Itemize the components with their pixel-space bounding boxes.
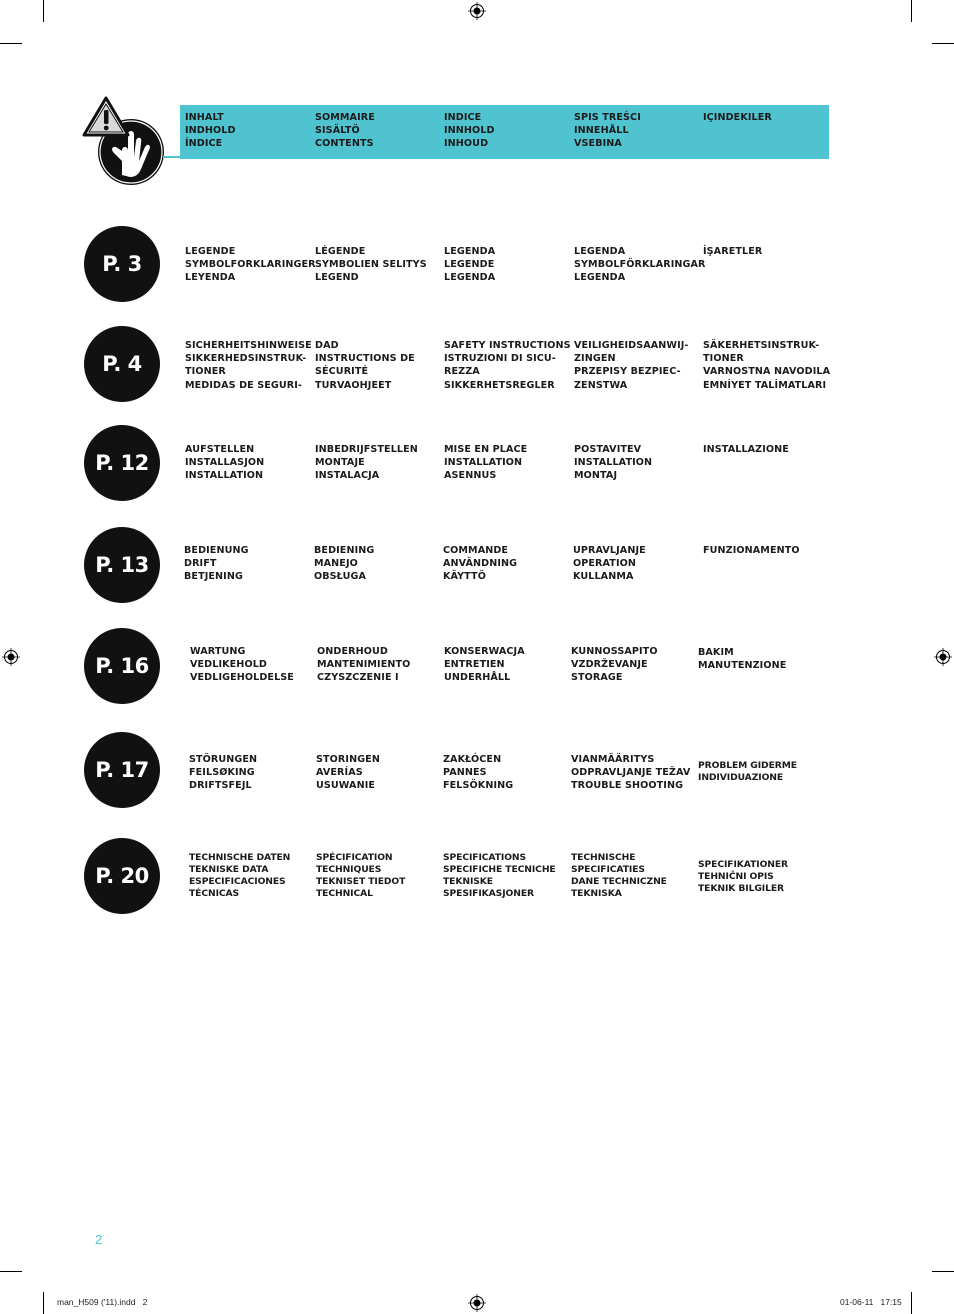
toc-column: [185, 245, 316, 285]
toc-column: [316, 852, 405, 900]
toc-column: [443, 852, 556, 900]
toc-column: [574, 443, 652, 483]
toc-column: [443, 753, 513, 793]
toc-entry: TURVAOHJEET: [315, 379, 392, 391]
toc-entry: LEGENDA: [444, 246, 496, 257]
toc-column: [184, 544, 249, 584]
header-column: [574, 111, 641, 151]
toc-entry: KUNNOSSAPITO: [571, 646, 658, 657]
toc-entry: BEDIENING: [314, 545, 375, 556]
warning-hand-icon: [82, 95, 168, 189]
toc-entry: TEKNIK BILGILER: [698, 883, 785, 894]
toc-entry: UNDERHÅLL: [444, 672, 511, 684]
toc-entry: STÖRUNGEN: [189, 754, 258, 765]
crop-mark: [43, 1292, 44, 1314]
page-badge-label: P. 13: [95, 553, 149, 577]
toc-entry: VIANMÄÄRITYS: [571, 754, 655, 765]
toc-entry: TECHNISCHE: [571, 852, 636, 863]
toc-entry: VARNOSTNA NAVODILA: [703, 366, 831, 378]
toc-entry: LEGENDA: [574, 272, 626, 284]
toc-column: [571, 645, 658, 685]
toc-entry: TEKNISKA: [571, 888, 622, 899]
header-column: [703, 111, 772, 124]
heading-label: ÍNDICE: [185, 138, 223, 150]
registration-mark-icon: [2, 648, 20, 666]
toc-entry: SÄKERHETSINSTRUK-: [703, 340, 820, 351]
toc-entry: LÉGENDE: [315, 246, 366, 257]
page-badge[interactable]: [84, 628, 160, 704]
toc-entry: LEGEND: [315, 272, 359, 284]
page-badge-label: P. 20: [95, 864, 149, 888]
toc-entry: OPERATION: [573, 558, 637, 570]
toc-entry: MEDIDAS DE SEGURI-: [185, 379, 302, 391]
toc-column: [571, 852, 667, 900]
toc-column: [444, 443, 527, 483]
toc-entry: STORAGE: [571, 672, 623, 684]
toc-column: [574, 339, 689, 392]
page-badge[interactable]: [84, 527, 160, 603]
toc-column: [189, 852, 290, 900]
toc-entry: EMNİYET TALİMATLARI: [703, 379, 827, 391]
toc-entry: DAD: [315, 340, 339, 351]
toc-column: [314, 544, 374, 584]
toc-entry: INSTALLATION: [185, 470, 264, 482]
heading-label: INHOUD: [444, 138, 489, 150]
header-column: [444, 111, 495, 151]
toc-entry: ANVÄNDNING: [443, 558, 518, 570]
toc-entry: TIONER: [185, 366, 226, 378]
toc-entry: TÉCNICAS: [189, 888, 240, 899]
toc-entry: KÄYTTÖ: [443, 571, 486, 583]
page-badge-label: P. 16: [95, 654, 149, 678]
toc-entry: LEYENDA: [185, 272, 236, 284]
toc-entry: ESPECIFICACIONES: [189, 876, 286, 887]
toc-entry: MANEJO: [314, 558, 358, 570]
toc-column: [315, 245, 427, 285]
toc-entry: POSTAVITEV: [574, 444, 642, 455]
header-column: [185, 111, 236, 151]
toc-entry: SÉCURITÉ: [315, 366, 369, 378]
crop-mark: [0, 1271, 22, 1272]
crop-mark: [932, 43, 954, 44]
toc-entry: TEKNISET TIEDOT: [316, 876, 406, 887]
toc-entry: INSTALLAZIONE: [703, 444, 789, 455]
toc-entry: ONDERHOUD: [317, 646, 388, 657]
page-badge[interactable]: [84, 226, 160, 302]
page-badge[interactable]: [84, 838, 160, 914]
toc-entry: INSTALLATION: [444, 457, 523, 469]
toc-entry: VEILIGHEIDSAANWIJ-: [574, 340, 689, 351]
toc-column: [573, 544, 646, 584]
toc-entry: TEKNISKE DATA: [189, 864, 269, 875]
toc-entry: BETJENING: [184, 571, 243, 583]
crop-mark: [932, 1271, 954, 1272]
page-badge-label: P. 12: [95, 451, 149, 475]
crop-mark: [0, 43, 22, 44]
toc-entry: STORINGEN: [316, 754, 380, 765]
toc-entry: COMMANDE: [443, 545, 509, 556]
toc-entry: SPECIFIKATIONER: [698, 859, 789, 870]
toc-entry: SIKKERHETSREGLER: [444, 379, 555, 391]
toc-column: [315, 339, 415, 392]
toc-entry: INSTALLATION: [574, 457, 653, 469]
page-badge-label: P. 4: [102, 352, 142, 376]
toc-entry: PANNES: [443, 767, 487, 779]
crop-mark: [911, 1292, 912, 1314]
toc-column: [316, 753, 380, 793]
page-number: 2: [95, 1232, 103, 1247]
toc-entry: ISTRUZIONI DI SICU-: [444, 353, 556, 365]
toc-entry: CZYSZCZENIE I: [317, 672, 399, 684]
toc-column: [698, 760, 797, 784]
toc-entry: ODPRAVLJANJE TEŽAV: [571, 767, 691, 779]
toc-entry: TROUBLE SHOOTING: [571, 780, 684, 792]
toc-entry: INBEDRIJFSTELLEN: [315, 444, 418, 455]
toc-entry: LEGENDA: [444, 272, 496, 284]
toc-entry: SPESIFIKASJONER: [443, 888, 534, 899]
toc-entry: MANTENIMIENTO: [317, 659, 411, 671]
heading-label: INHALT: [185, 112, 224, 123]
toc-entry: DRIFTSFEJL: [189, 780, 252, 792]
heading-label: INNHOLD: [444, 125, 495, 137]
toc-entry: SYMBOLFORKLARINGER: [185, 259, 316, 271]
toc-entry: ZENSTWA: [574, 379, 628, 391]
toc-entry: WARTUNG: [190, 646, 246, 657]
toc-entry: İŞARETLER: [703, 246, 763, 257]
page-badge[interactable]: [84, 732, 160, 808]
heading-label: INNEHÅLL: [574, 125, 629, 137]
toc-entry: ENTRETIEN: [444, 659, 505, 671]
toc-entry: SICHERHEITSHINWEISE: [185, 340, 312, 351]
toc-entry: TIONER: [703, 353, 744, 365]
toc-entry: INDIVIDUAZIONE: [698, 772, 784, 783]
toc-entry: TECHNISCHE DATEN: [189, 852, 291, 863]
toc-entry: ZAKŁÓCEN: [443, 754, 502, 765]
header-accent-line: [163, 156, 181, 158]
page-badge[interactable]: [84, 326, 160, 402]
toc-entry: KULLANMA: [573, 571, 634, 583]
heading-label: SPIS TREŚCI: [574, 112, 641, 123]
toc-entry: AUFSTELLEN: [185, 444, 255, 455]
toc-entry: SYMBOLFÖRKLARINGAR: [574, 259, 706, 271]
page-badge[interactable]: [84, 425, 160, 501]
toc-column: [315, 443, 418, 483]
toc-entry: BAKIM: [698, 647, 734, 658]
toc-entry: MONTAJE: [315, 457, 365, 469]
heading-label: IÇINDEKILER: [703, 112, 772, 123]
toc-entry: BEDIENUNG: [184, 545, 249, 556]
toc-entry: TEKNISKE: [443, 876, 493, 887]
toc-column: [703, 544, 800, 557]
toc-column: [444, 245, 495, 285]
toc-column: [317, 645, 410, 685]
toc-entry: FUNZIONAMENTO: [703, 545, 800, 556]
toc-column: [698, 646, 786, 672]
registration-mark-icon: [468, 1294, 486, 1312]
registration-mark-icon: [468, 2, 486, 20]
toc-entry: INSTALLASJON: [185, 457, 265, 469]
toc-entry: REZZA: [444, 366, 480, 378]
toc-entry: KONSERWACJA: [444, 646, 525, 657]
toc-entry: TECHNIQUES: [316, 864, 382, 875]
toc-entry: FEILSØKING: [189, 767, 255, 779]
toc-entry: MANUTENZIONE: [698, 660, 787, 672]
heading-label: INDICE: [444, 112, 482, 123]
toc-entry: AVERÍAS: [316, 767, 363, 779]
toc-entry: VZDRŽEVANJE: [571, 659, 648, 671]
toc-entry: MONTAJ: [574, 470, 618, 482]
toc-entry: TEHNIČNI OPIS: [698, 871, 774, 882]
toc-column: [185, 443, 264, 483]
toc-entry: LEGENDE: [185, 246, 236, 257]
header-column: [315, 111, 375, 151]
toc-column: [703, 339, 830, 392]
toc-column: [571, 753, 690, 793]
toc-column: [703, 245, 762, 258]
page-badge-label: P. 3: [102, 252, 142, 276]
toc-entry: DANE TECHNICZNE: [571, 876, 667, 887]
toc-entry: LEGENDE: [444, 259, 495, 271]
toc-entry: FELSÖKNING: [443, 780, 514, 792]
toc-column: [574, 245, 706, 285]
toc-entry: SPECIFICATIONS: [443, 852, 527, 863]
page-badge-label: P. 17: [95, 758, 149, 782]
toc-entry: SYMBOLIEN SELITYS: [315, 259, 427, 271]
toc-entry: INSTRUCTIONS DE: [315, 353, 415, 365]
toc-entry: VEDLIKEHOLD: [190, 659, 267, 671]
toc-entry: ASENNUS: [444, 470, 497, 482]
heading-label: SISÄLTÖ: [315, 125, 360, 137]
crop-mark: [43, 0, 44, 22]
toc-column: [444, 339, 571, 392]
heading-label: SOMMAIRE: [315, 112, 375, 123]
toc-column: [190, 645, 294, 685]
toc-entry: OBSŁUGA: [314, 571, 366, 583]
crop-mark: [911, 0, 912, 22]
toc-entry: DRIFT: [184, 558, 217, 570]
heading-label: INDHOLD: [185, 125, 236, 137]
toc-column: [185, 339, 312, 392]
heading-label: VSEBINA: [574, 138, 622, 150]
toc-column: [189, 753, 257, 793]
toc-entry: INSTALACJA: [315, 470, 380, 482]
heading-label: CONTENTS: [315, 138, 374, 150]
toc-entry: SPECIFICHE TECNICHE: [443, 864, 556, 875]
toc-entry: LEGENDA: [574, 246, 626, 257]
toc-entry: UPRAVLJANJE: [573, 545, 646, 556]
toc-column: [698, 859, 788, 895]
toc-column: [444, 645, 525, 685]
toc-column: [703, 443, 789, 456]
toc-column: [443, 544, 517, 584]
toc-entry: PRZEPISY BEZPIEC-: [574, 366, 681, 378]
footer-file-info: man_H509 ('11).indd 2: [57, 1297, 148, 1307]
toc-entry: USUWANIE: [316, 780, 376, 792]
registration-mark-icon: [934, 648, 952, 666]
toc-entry: SAFETY INSTRUCTIONS: [444, 340, 571, 351]
toc-entry: VEDLIGEHOLDELSE: [190, 672, 294, 684]
toc-entry: TECHNICAL: [316, 888, 373, 899]
toc-entry: MISE EN PLACE: [444, 444, 528, 455]
toc-entry: SIKKERHEDSINSTRUK-: [185, 353, 307, 365]
footer-date: 01-06-11 17:15: [840, 1297, 902, 1307]
toc-entry: ZINGEN: [574, 353, 616, 365]
toc-entry: SPÉCIFICATION: [316, 852, 393, 863]
toc-entry: SPECIFICATIES: [571, 864, 645, 875]
toc-entry: PROBLEM GIDERME: [698, 760, 797, 771]
